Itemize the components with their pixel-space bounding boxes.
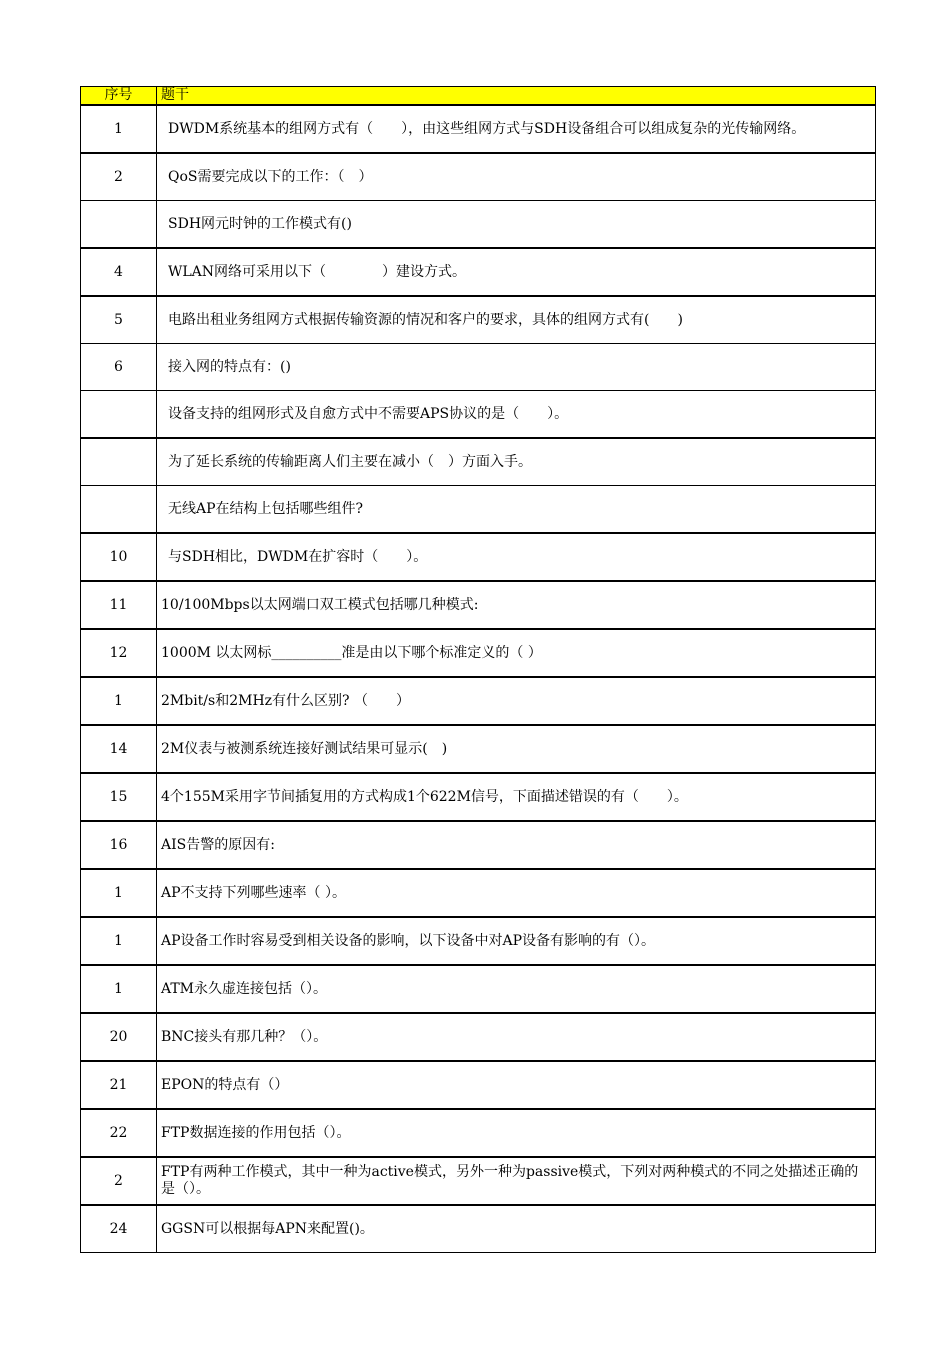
question-text-cell[interactable]: 设备支持的组网形式及自愈方式中不需要APS协议的是（ ）。 bbox=[157, 391, 876, 439]
question-text-cell[interactable]: AP不支持下列哪些速率（ ）。 bbox=[157, 869, 876, 917]
table-row bbox=[81, 725, 876, 773]
question-text-cell[interactable]: FTP数据连接的作用包括（）。 bbox=[157, 1109, 876, 1157]
question-text-cell[interactable]: DWDM系统基本的组网方式有（ ），由这些组网方式与SDH设备组合可以组成复杂的光传输网络。 bbox=[157, 105, 876, 153]
table-row bbox=[81, 248, 876, 296]
table-row bbox=[81, 486, 876, 534]
table-row bbox=[81, 201, 876, 249]
question-table bbox=[80, 86, 876, 1253]
table-row bbox=[81, 581, 876, 629]
row-number-cell[interactable]: 2 bbox=[81, 1157, 157, 1205]
table-row bbox=[81, 629, 876, 677]
table-row bbox=[81, 344, 876, 391]
table-row bbox=[81, 153, 876, 201]
question-text-cell[interactable]: 10/100Mbps以太网端口双工模式包括哪几种模式: bbox=[157, 581, 876, 629]
table-row bbox=[81, 533, 876, 581]
question-text-cell[interactable]: 电路出租业务组网方式根据传输资源的情况和客户的要求，具体的组网方式有( ) bbox=[157, 296, 876, 344]
question-text-cell[interactable]: 与SDH相比，DWDM在扩容时（ ）。 bbox=[157, 533, 876, 581]
question-text-cell[interactable]: SDH网元时钟的工作模式有() bbox=[157, 201, 876, 249]
row-number-cell[interactable]: 1 bbox=[81, 105, 157, 153]
row-number-cell[interactable]: 1 bbox=[81, 917, 157, 965]
row-number-cell[interactable] bbox=[81, 391, 157, 439]
row-number-cell[interactable]: 12 bbox=[81, 629, 157, 677]
question-text-cell[interactable]: 为了延长系统的传输距离人们主要在减小（ ）方面入手。 bbox=[157, 438, 876, 486]
row-number-cell[interactable]: 20 bbox=[81, 1013, 157, 1061]
table-row bbox=[81, 1205, 876, 1253]
row-number-cell[interactable] bbox=[81, 438, 157, 486]
row-number-cell[interactable]: 1 bbox=[81, 869, 157, 917]
question-text-cell[interactable]: AP设备工作时容易受到相关设备的影响，以下设备中对AP设备有影响的有（）。 bbox=[157, 917, 876, 965]
row-number-cell[interactable]: 16 bbox=[81, 821, 157, 869]
table-header-row bbox=[81, 87, 876, 106]
header-question-cell[interactable]: 题干 bbox=[157, 87, 876, 106]
row-number-cell[interactable] bbox=[81, 486, 157, 534]
table-row bbox=[81, 391, 876, 439]
row-number-cell[interactable]: 1 bbox=[81, 965, 157, 1013]
table-row bbox=[81, 1157, 876, 1205]
table-row bbox=[81, 869, 876, 917]
table-row bbox=[81, 1013, 876, 1061]
header-number-cell[interactable]: 序号 bbox=[81, 87, 157, 106]
row-number-cell[interactable]: 4 bbox=[81, 248, 157, 296]
table-row bbox=[81, 821, 876, 869]
question-text-cell[interactable]: ATM永久虚连接包括（）。 bbox=[157, 965, 876, 1013]
table-row bbox=[81, 917, 876, 965]
row-number-cell[interactable]: 15 bbox=[81, 773, 157, 821]
question-text-cell[interactable]: BNC接头有那几种？（）。 bbox=[157, 1013, 876, 1061]
question-text-cell[interactable]: 1000M 以太网标__________准是由以下哪个标准定义的（ ） bbox=[157, 629, 876, 677]
table-row bbox=[81, 1061, 876, 1109]
question-text-cell[interactable]: FTP有两种工作模式，其中一种为active模式，另外一种为passive模式，下列对两种模式的不同之处描述正确的是（）。 bbox=[157, 1157, 876, 1205]
row-number-cell[interactable]: 10 bbox=[81, 533, 157, 581]
table-row bbox=[81, 105, 876, 153]
question-text-cell[interactable]: 2M仪表与被测系统连接好测试结果可显示( ) bbox=[157, 725, 876, 773]
row-number-cell[interactable]: 5 bbox=[81, 296, 157, 344]
table-row bbox=[81, 677, 876, 725]
question-text-cell[interactable]: 2Mbit/s和2MHz有什么区别? （ ） bbox=[157, 677, 876, 725]
row-number-cell[interactable]: 11 bbox=[81, 581, 157, 629]
table-row bbox=[81, 296, 876, 344]
row-number-cell[interactable]: 22 bbox=[81, 1109, 157, 1157]
row-number-cell[interactable]: 2 bbox=[81, 153, 157, 201]
table-row bbox=[81, 773, 876, 821]
row-number-cell[interactable] bbox=[81, 201, 157, 249]
table-row bbox=[81, 1109, 876, 1157]
question-text-cell[interactable]: GGSN可以根据每APN来配置()。 bbox=[157, 1205, 876, 1253]
question-text-cell[interactable]: 无线AP在结构上包括哪些组件? bbox=[157, 486, 876, 534]
row-number-cell[interactable]: 21 bbox=[81, 1061, 157, 1109]
row-number-cell[interactable]: 1 bbox=[81, 677, 157, 725]
row-number-cell[interactable]: 6 bbox=[81, 344, 157, 391]
question-text-cell[interactable]: 4个155M采用字节间插复用的方式构成1个622M信号，下面描述错误的有（ ）。 bbox=[157, 773, 876, 821]
question-text-cell[interactable]: 接入网的特点有：() bbox=[157, 344, 876, 391]
question-text-cell[interactable]: WLAN网络可采用以下（ ）建设方式。 bbox=[157, 248, 876, 296]
table-row bbox=[81, 965, 876, 1013]
row-number-cell[interactable]: 14 bbox=[81, 725, 157, 773]
question-text-cell[interactable]: EPON的特点有（） bbox=[157, 1061, 876, 1109]
row-number-cell[interactable]: 24 bbox=[81, 1205, 157, 1253]
question-text-cell[interactable]: AIS告警的原因有: bbox=[157, 821, 876, 869]
table-row bbox=[81, 438, 876, 486]
question-text-cell[interactable]: QoS需要完成以下的工作：（ ） bbox=[157, 153, 876, 201]
